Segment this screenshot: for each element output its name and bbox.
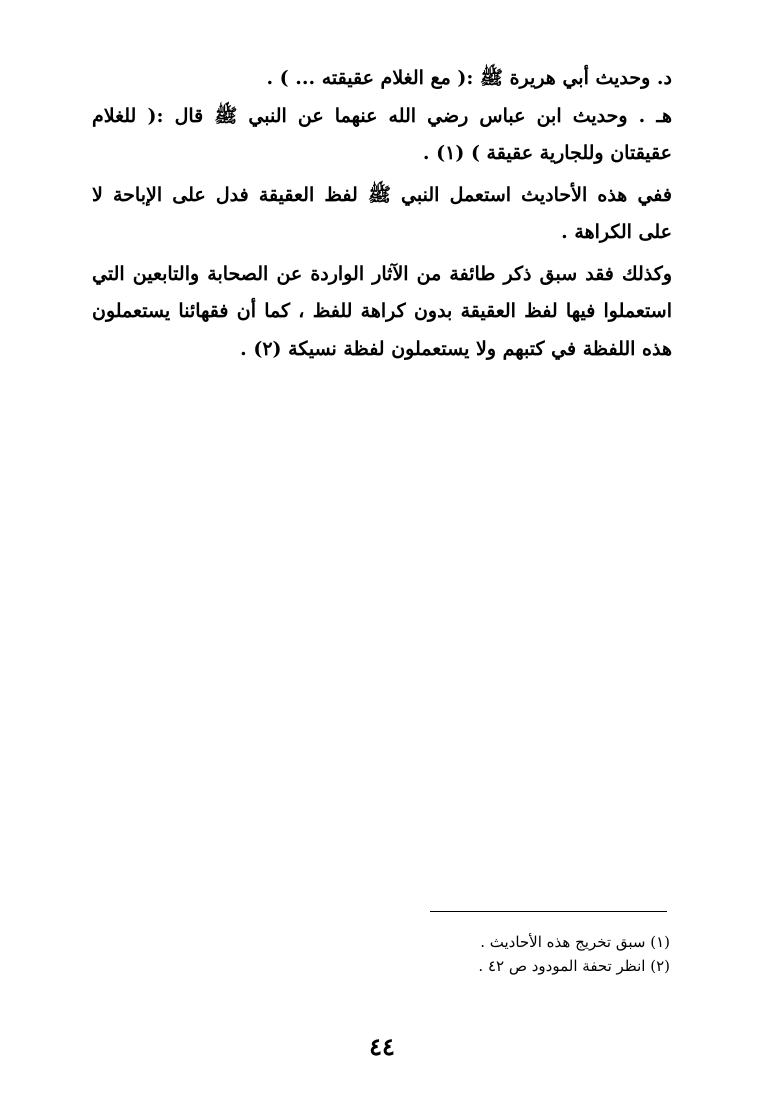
footnote-1: (١) سبق تخريج هذه الأحاديث .: [480, 933, 670, 951]
paragraph-hadith-ibn-abbas: هـ . وحديث ابن عباس رضي الله عنهما عن النبي ﷺ قال :( للغلام عقيقتان وللجارية عقيقة ) (١) .: [92, 104, 672, 164]
footnotes: [300, 930, 670, 978]
main-text: [92, 60, 672, 368]
page-number: ٤٤: [369, 1032, 395, 1061]
paragraph-permissibility: ففي هذه الأحاديث استعمل النبي ﷺ لفظ العقيقة فدل على الإباحة لا على الكراهة .: [92, 183, 672, 243]
paragraph-companions-usage: وكذلك فقد سبق ذكر طائفة من الآثار الواردة عن الصحابة والتابعين التي استعملوا فيها لفظ العقيقة بدون كراهة للفظ ، كما أن فقهائنا يستعملون هذه اللفظة في كتبهم ولا يستعملون لفظة نسيكة (٢) .: [92, 262, 672, 360]
footnote-divider: [430, 911, 667, 912]
footnote-2: (٢) انظر تحفة المودود ص ٤٢ .: [478, 957, 670, 975]
paragraph-hadith-abu-hurayra: د. وحديث أبي هريرة ﷺ :( مع الغلام عقيقته ... ) .: [266, 67, 672, 89]
